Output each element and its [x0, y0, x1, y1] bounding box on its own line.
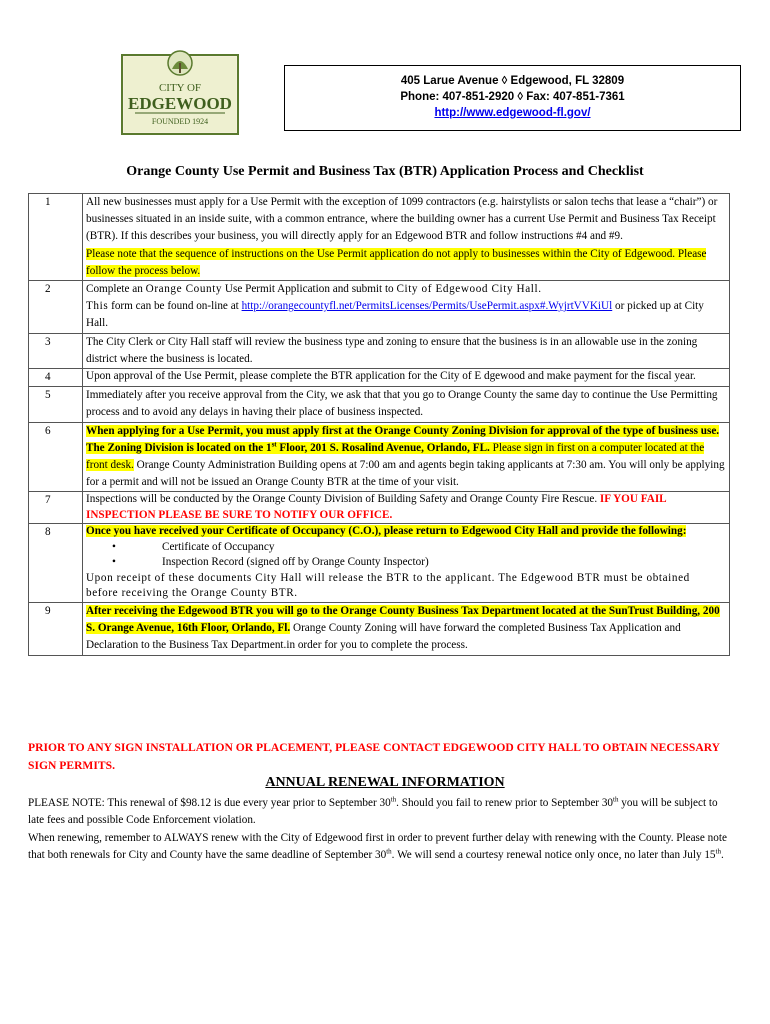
- step-6-bold-a: When applying for a Use Permit, you must apply first at the Orange County Zoning Division for approval of the type of business use. The Zoning Division is located on the 1: [86, 424, 720, 454]
- bullet-icon: •: [112, 540, 116, 553]
- step-number: 3: [29, 333, 83, 368]
- step-number: 5: [29, 387, 83, 422]
- list-item: [86, 555, 725, 571]
- step-text: The City Clerk or City Hall staff will review the business type and zoning to ensure that the business is in an allowable use in the zoning district where the business is located.: [83, 333, 730, 368]
- logo-line1: CITY OF: [158, 82, 202, 94]
- logo-line3: FOUNDED 1924: [151, 117, 209, 126]
- step-9-highlight: After receiving the Edgewood BTR you will go to the Orange County Business Tax Department located at the SunTrust Building, 200 S. Orange Avenue, 16th Floor, Orlando, Fl.: [86, 604, 720, 635]
- logo-line2: EDGEWOOD: [128, 94, 232, 113]
- step-text: [83, 422, 730, 492]
- step-2-text-f: form can be found on-line at: [108, 300, 242, 313]
- bullet-text: Certificate of Occupancy: [162, 540, 275, 553]
- step-number: 2: [29, 281, 83, 334]
- step-2-text-d: City of Edgewood City Hall.: [396, 283, 542, 296]
- renewal-p1-sup2: th: [613, 795, 619, 804]
- table-row: [29, 281, 730, 334]
- step-2-text-e: This: [86, 300, 109, 313]
- step-8-highlight: Once you have received your Certificate of Occupancy (C.O.), please return to Edgewood City Hall and provide the following:: [86, 525, 687, 538]
- city-seal-graphic: [121, 49, 239, 135]
- page-title: Orange County Use Permit and Business Tax (BTR) Application Process and Checklist: [126, 164, 644, 179]
- step-text: [83, 524, 730, 603]
- renewal-p2-c: .: [720, 849, 724, 861]
- step-2-text-g: or picked up at City Hall.: [86, 300, 704, 330]
- table-row: [29, 524, 730, 603]
- contact-box: [284, 65, 741, 131]
- step-number: 4: [29, 369, 83, 387]
- step-text: [83, 602, 730, 655]
- step-number: 1: [29, 194, 83, 281]
- step-text: Immediately after you receive approval from the City, we ask that that you go to Orange County the same day to continue the Use Permitting process and to avoid any delays in having their place of business inspected.: [83, 387, 730, 422]
- step-1-text: All new businesses must apply for a Use Permit with the exception of 1099 contractors (e.g. hairstylists or salon techs that lease a “chair”) or businesses situated in an inside suite, with a common entrance, where the building owner has a current Use Permit and Business Tax Receipt (BTR). If this describes your business, you will directly apply for an Edgewood BTR and follow instructions #4 and #9.: [86, 196, 718, 243]
- bullet-text: Inspection Record (signed off by Orange County Inspector): [162, 556, 429, 569]
- step-7-text: Inspections will be conducted by the Orange County Division of Building Safety and Orange County Fire Rescue.: [86, 493, 600, 506]
- phone-fax-line: Phone: 407-851-2920 ◊ Fax: 407-851-7361: [400, 91, 625, 103]
- step-text: [83, 281, 730, 334]
- step-text: [83, 194, 730, 281]
- step-2-text-c: Use Permit Application and submit to: [222, 283, 397, 296]
- table-row: [29, 602, 730, 655]
- step-number: 9: [29, 602, 83, 655]
- step-text: [83, 492, 730, 524]
- step-2-text-b: Orange County: [145, 283, 223, 296]
- bullet-icon: •: [112, 556, 116, 569]
- step-6-sup: st: [271, 440, 277, 449]
- step-9-rest: Orange County Zoning will have forward the completed Business Tax Application and Declaration to the Business Tax Department.in order for you to complete the process.: [86, 622, 681, 652]
- renewal-paragraph: [28, 795, 734, 829]
- step-1-highlight: Please note that the sequence of instructions on the Use Permit application do not apply to businesses within the City of Edgewood. Please follow the process below.: [86, 247, 707, 277]
- step-7-warning: IF YOU FAIL INSPECTION PLEASE BE SURE TO NOTIFY OUR OFFICE.: [86, 493, 667, 521]
- sign-permit-notice: PRIOR TO ANY SIGN INSTALLATION OR PLACEMENT, PLEASE CONTACT EDGEWOOD CITY HALL TO OBTAIN NECESSARY SIGN PERMITS.: [28, 741, 720, 772]
- address-line: 405 Larue Avenue ◊ Edgewood, FL 32809: [400, 75, 625, 87]
- step-8-after: Upon receipt of these documents City Hall will release the BTR to the applicant. The Edgewood BTR must be obtained before receiving the Orange County BTR.: [86, 571, 690, 600]
- renewal-p1-a: PLEASE NOTE: This renewal of $98.12 is due every year prior to September 30: [28, 797, 391, 809]
- renewal-p1-sup1: th: [390, 795, 397, 804]
- list-item: [86, 540, 725, 556]
- city-logo: [121, 49, 239, 135]
- step-6-highlight: Please sign in first on a computer located at the front desk.: [86, 441, 705, 472]
- renewal-p1-b: . Should you fail to renew prior to September 30: [396, 797, 614, 809]
- renewal-p2-sup1: th: [386, 847, 392, 856]
- step-6-bold-b: Floor, 201 S. Rosalind Avenue, Orlando, FL.: [276, 441, 490, 454]
- renewal-p1-c: you will be subject to late fees and possible Code Enforcement violation.: [28, 797, 718, 826]
- step-number: 8: [29, 524, 83, 603]
- table-row: [29, 369, 730, 387]
- use-permit-link[interactable]: http://orangecountyfl.net/PermitsLicenses/Permits/UsePermit.aspx#.WyjrtVVKiUl: [241, 300, 613, 313]
- table-row: [29, 422, 730, 492]
- renewal-p2-sup2: th: [715, 847, 721, 856]
- renewal-p2-a: When renewing, remember to ALWAYS renew with the City of Edgewood first in order to prevent further delay with renewing with the County. Please note that both renewals for City and County have the same deadline of September 30: [28, 832, 727, 861]
- step-text: Upon approval of the Use Permit, please complete the BTR application for the City of E dgewood and make payment for the fiscal year.: [83, 369, 730, 387]
- renewal-section: [28, 795, 734, 865]
- step-2-text-a: Complete an: [86, 283, 146, 296]
- table-row: [29, 333, 730, 368]
- table-row: [29, 194, 730, 281]
- renewal-heading: ANNUAL RENEWAL INFORMATION: [265, 775, 505, 790]
- table-row: [29, 387, 730, 422]
- website-link[interactable]: http://www.edgewood-fl.gov/: [434, 107, 591, 119]
- step-6-rest: Orange County Administration Building opens at 7:00 am and agents begin taking applicants at 7:30 am. You will only be applying for a permit and will not be issued an Orange County BTR at the time of your visit.: [86, 459, 725, 489]
- renewal-paragraph: [28, 830, 734, 864]
- step-number: 6: [29, 422, 83, 492]
- renewal-p2-b: . We will send a courtesy renewal notice only once, no later than July 15: [391, 849, 716, 861]
- table-row: [29, 492, 730, 524]
- checklist-table: [28, 193, 730, 656]
- step-number: 7: [29, 492, 83, 524]
